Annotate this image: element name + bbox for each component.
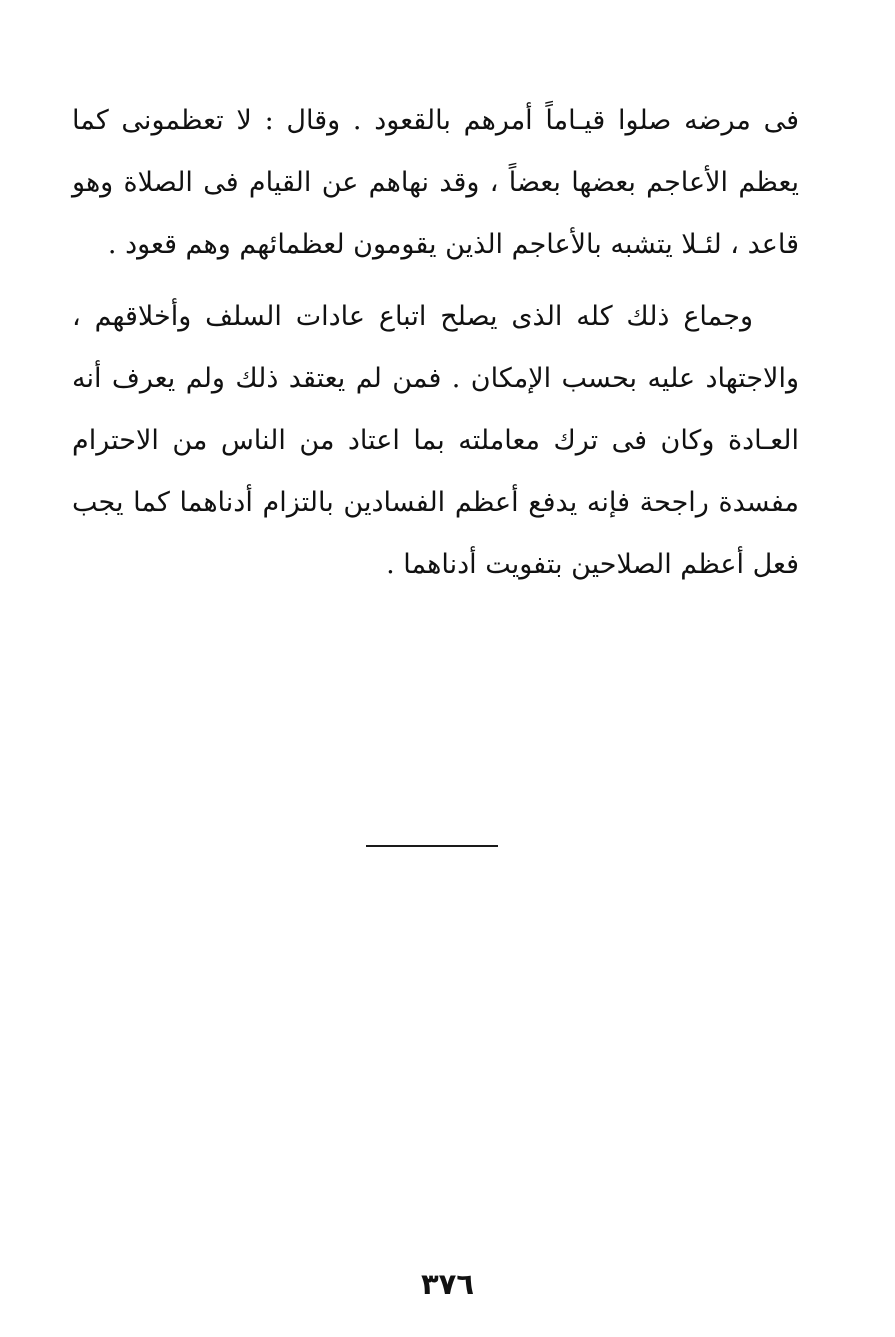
paragraph-1: فى مرضه صلوا قيـاماً أمرهم بالقعود . وقال : لا تعظمونى كما يعظم الأعاجم بعضها بعضاً ، وقد نهاهم عن القيام فى الصلاة وهو قاعد ، لئـلا يتشبه بالأعاجم الذين يقومون لعظمائهم وهم قعود .	[72, 105, 799, 260]
section-divider	[366, 845, 498, 847]
body-text	[72, 90, 799, 596]
paragraph-2: وجماع ذلك كله الذى يصلح اتباع عادات السلف وأخلاقهم ، والاجتهاد عليه بحسب الإمكان . فمن لم يعتقد ذلك ولم يعرف أنه العـادة وكان فى ترك معاملته بما اعتاد من الناس من الاحترام مفسدة راجحة فإنه يدفع أعظم الفسادين بالتزام أدناهما كما يجب فعل أعظم الصلاحين بتفويت أدناهما .	[72, 301, 799, 580]
page-number: ٣٧٦	[420, 1267, 475, 1301]
